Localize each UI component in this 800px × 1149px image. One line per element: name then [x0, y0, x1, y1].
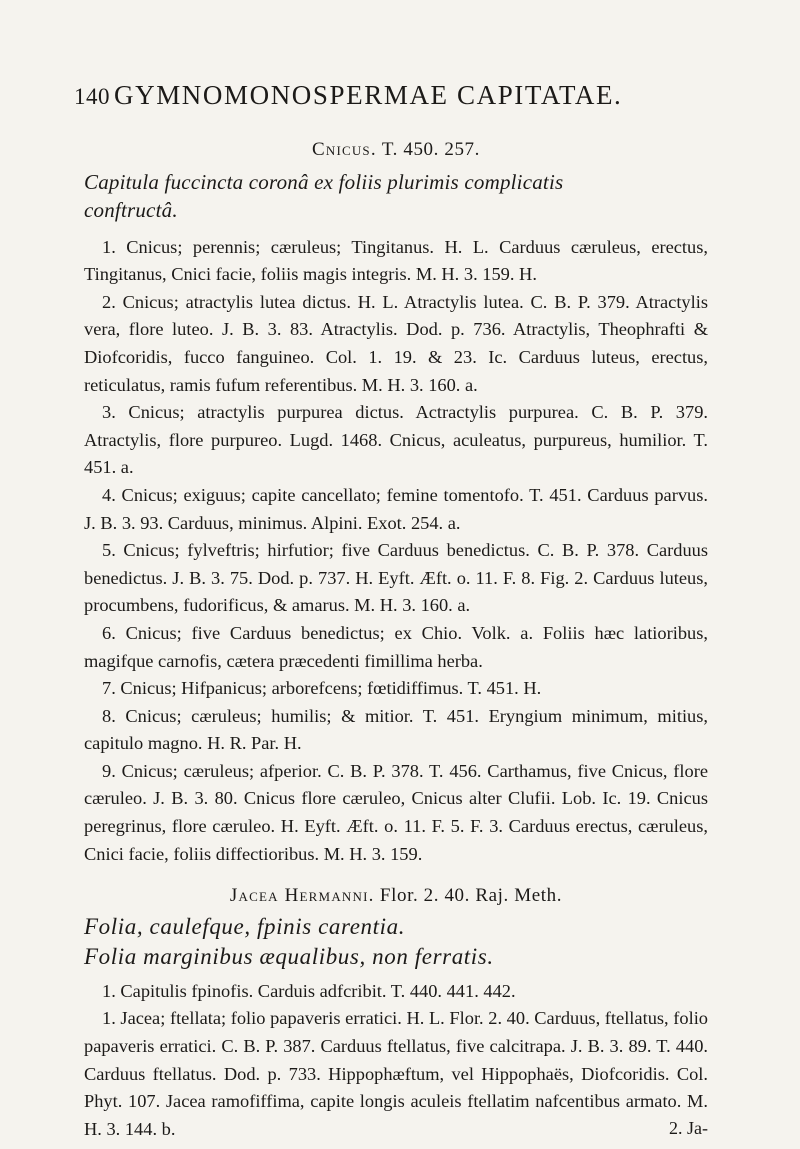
page-content	[84, 136, 708, 1143]
species-entry: 4. Cnicus; exiguus; capite cancellato; femine tomentofo. T. 451. Carduus parvus. J. B. 3. 93. Carduus, minimus. Alpini. Exot. 254. a.	[84, 484, 708, 533]
species-entry: 3. Cnicus; atractylis purpurea dictus. Actractylis purpurea. C. B. P. 379. Atractylis, flore purpureo. Lugd. 1468. Cnicus, aculeatus, purpureus, humilior. T. 451. a.	[84, 402, 708, 478]
diagnosis-line: Folia marginibus æqualibus, non ferratis.	[84, 943, 494, 969]
genus-heading-jacea	[84, 882, 708, 910]
page-number: 140	[74, 84, 110, 109]
genus-reference: Flor. 2. 40. Raj. Meth.	[379, 885, 563, 907]
genus-name: Jacea Hermanni.	[229, 885, 375, 907]
species-entry: 1. Jacea; ftellata; folio papaveris erratici. H. L. Flor. 2. 40. Carduus, ftellatus, folio papaveris erratici. C. B. P. 387. Carduus ftellatus, five calcitrapa. J. B. 3. 89. T. 440. Carduus ftellatus. Dod. p. 733. Hippophæftum, vel Hippophaës, Diofcoridis. Col. Phyt. 107. Jacea ramofiffima, capite longis aculeis ftellatim nafcentibus armato. M. H. 3. 144. b.	[84, 1008, 708, 1139]
species-entry: 1. Cnicus; perennis; cæruleus; Tingitanus. H. L. Carduus cæruleus, erectus, Tingitanus, Cnici facie, foliis magis integris. M. H. 3. 159. H.	[84, 236, 708, 285]
species-entry: 8. Cnicus; cæruleus; humilis; & mitior. T. 451. Eryngium minimum, mitius, capitulo magno. H. R. Par. H.	[84, 705, 708, 754]
diagnosis-line: conftructâ.	[84, 197, 178, 222]
species-entry: 5. Cnicus; fylveftris; hirfutior; five Carduus benedictus. C. B. P. 378. Carduus benedictus. J. B. 3. 75. Dod. p. 737. H. Eyft. Æft. o. 11. F. 8. Fig. 2. Carduus luteus, procumbens, fudorificus, & amarus. M. H. 3. 160. a.	[84, 540, 708, 616]
species-entry: 2. Cnicus; atractylis lutea dictus. H. L. Atractylis lutea. C. B. P. 379. Atractylis vera, flore luteo. J. B. 3. 83. Atractylis. Dod. p. 736. Atractylis, Theophrafti & Diofcoridis, fucco fanguineo. Col. 1. 19. & 23. Ic. Carduus luteus, erectus, reticulatus, ramis fufum referentibus. M. H. 3. 160. a.	[84, 291, 708, 395]
genus-diagnosis	[84, 912, 708, 972]
catchword: 2. Ja-	[669, 1118, 708, 1138]
species-entry: 6. Cnicus; five Carduus benedictus; ex Chio. Volk. a. Foliis hæc latioribus, magifque carnofis, cætera præcedenti fimillima herba.	[84, 622, 708, 671]
genus-reference: T. 450. 257.	[381, 139, 480, 160]
species-entry: 1. Capitulis fpinofis. Carduis adfcribit. T. 440. 441. 442.	[102, 980, 516, 1001]
diagnosis-line: Capitula fuccincta coronâ ex foliis plurimis complicatis	[84, 169, 564, 194]
species-entry: 9. Cnicus; cæruleus; afperior. C. B. P. 378. T. 456. Carthamus, five Cnicus, flore cæruleo. J. B. 3. 80. Cnicus flore cæruleo, Cnicus alter Clufii. Lob. Ic. 19. Cnicus peregrinus, flore cæruleo. H. Eyft. Æft. o. 11. F. 5. F. 3. Carduus erectus, cæruleus, Cnici facie, foliis diffectioribus. M. H. 3. 159.	[84, 760, 708, 864]
genus-heading-cnicus	[84, 136, 708, 164]
section-spacer	[84, 868, 708, 882]
genus-diagnosis	[84, 168, 708, 224]
running-head: GYMNOMONOSPERMAE CAPITATAE.	[114, 80, 623, 110]
diagnosis-line: Folia, caulefque, fpinis carentia.	[84, 913, 406, 939]
page-header	[74, 80, 710, 112]
species-entry: 7. Cnicus; Hifpanicus; arborefcens; fœtidiffimus. T. 451. H.	[102, 678, 542, 699]
genus-name: Cnicus.	[311, 139, 377, 160]
